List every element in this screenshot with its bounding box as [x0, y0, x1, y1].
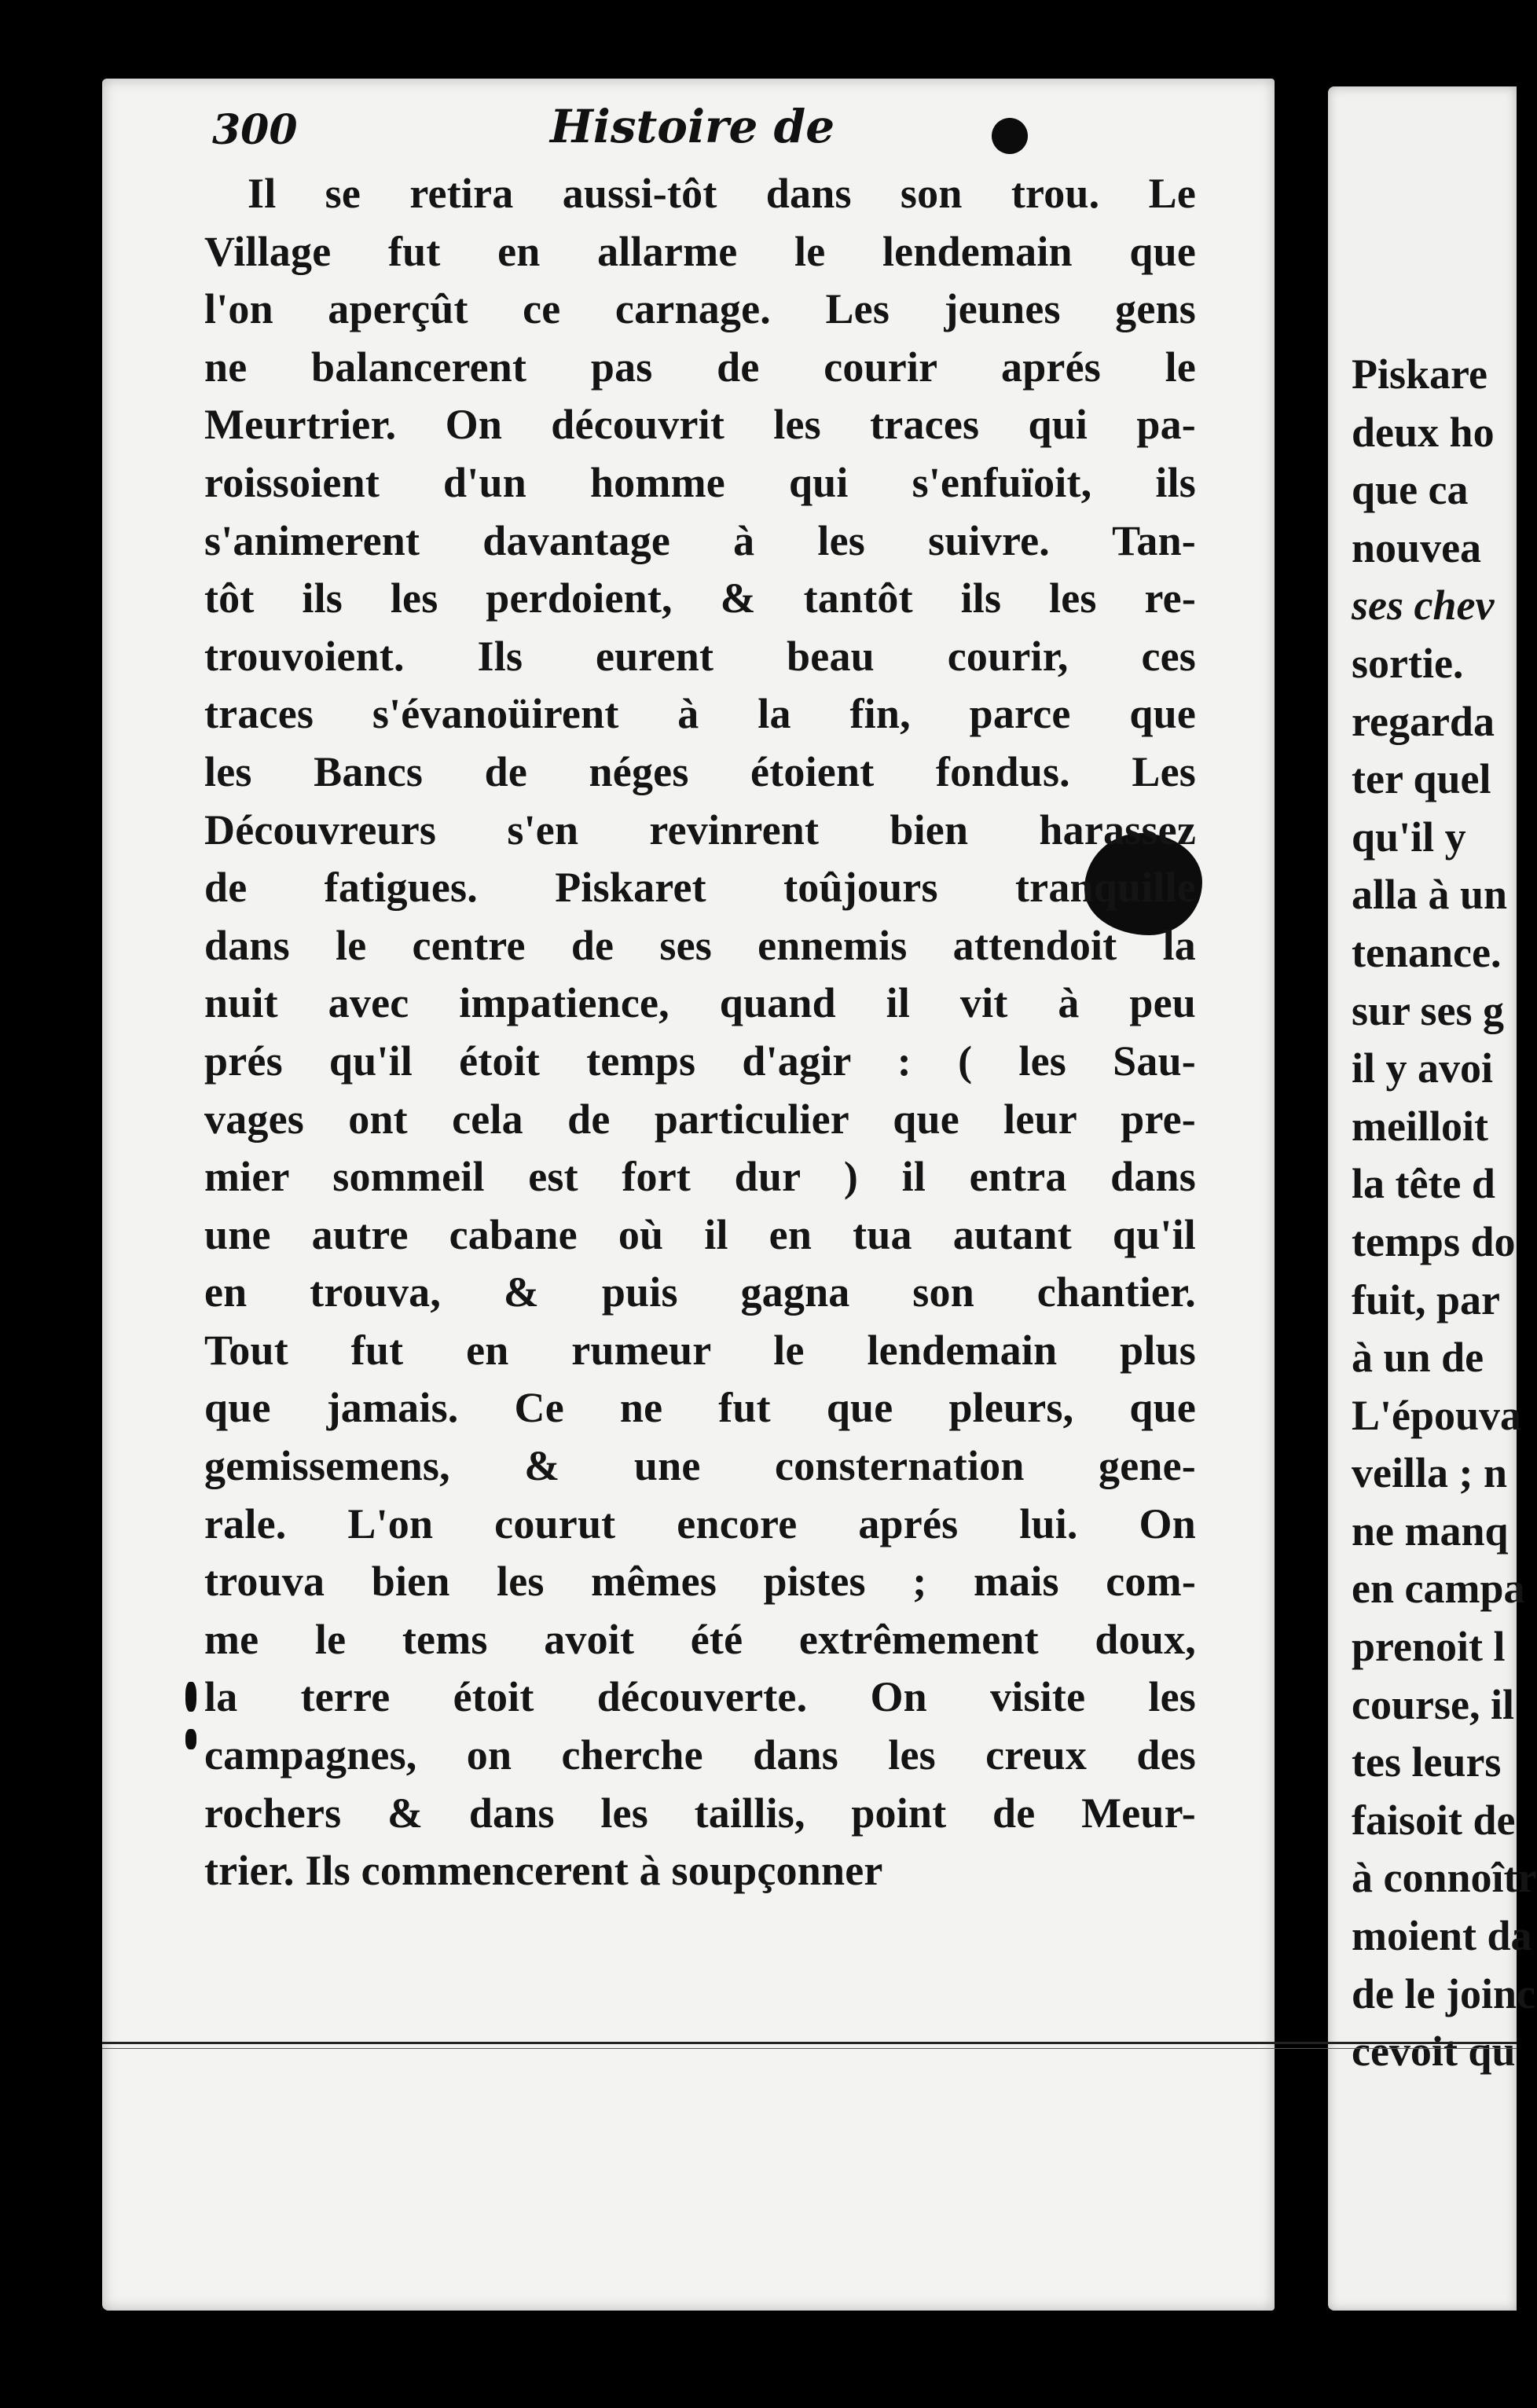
text-line: Il se retira aussi-tôt dans son trou. Le	[248, 170, 1196, 217]
facing-text-line: alla à un	[1352, 871, 1508, 919]
facing-text-line: L'épouva	[1352, 1391, 1522, 1439]
text-line: dans le centre de ses ennemis attendoit la	[204, 921, 1196, 969]
running-head	[0, 100, 1501, 169]
text-line: les Bancs de néges étoient fondus. Les	[204, 747, 1196, 795]
text-line: l'on aperçût ce carnage. Les jeunes gens	[204, 285, 1196, 333]
page-number: 300	[212, 106, 298, 154]
facing-text-line: à connoîtr	[1352, 1854, 1537, 1902]
facing-text-line: ter quel	[1352, 755, 1491, 803]
text-line: que jamais. Ce ne fut que pleurs, que	[204, 1384, 1196, 1432]
facing-text-line: de le joinc	[1352, 1969, 1535, 2017]
text-line: la terre étoit découverte. On visite les	[204, 1673, 1196, 1721]
text-line: rale. L'on courut encore aprés lui. On	[204, 1499, 1196, 1547]
margin-ink-mark	[185, 1729, 196, 1749]
text-line: s'animerent davantage à les suivre. Tan-	[204, 516, 1196, 564]
facing-text-line: ne manq	[1352, 1507, 1509, 1555]
text-line: rochers & dans les taillis, point de Meur-	[204, 1789, 1196, 1837]
text-line: prés qu'il étoit temps d'agir : ( les Sau-	[204, 1037, 1196, 1085]
text-line: trouva bien les mêmes pistes ; mais com-	[204, 1558, 1196, 1606]
facing-text-line: moient da	[1352, 1912, 1532, 1960]
body-text	[204, 165, 1196, 1900]
facing-text-line: temps do	[1352, 1217, 1516, 1265]
text-line: campagnes, on cherche dans les creux des	[204, 1731, 1196, 1779]
facing-text-line: qu'il y	[1352, 813, 1466, 861]
facing-text-line: course, il	[1352, 1680, 1514, 1728]
text-line: mier sommeil est fort dur ) il entra dans	[204, 1153, 1196, 1201]
right-facing-page	[1328, 86, 1537, 2311]
facing-text-line: la tête d	[1352, 1160, 1495, 1208]
facing-text-line: cevoit qu	[1352, 2028, 1516, 2076]
facing-text-line: à un de	[1352, 1334, 1484, 1382]
text-line: une autre cabane où il en tua autant qu'il	[204, 1210, 1196, 1258]
text-line: de fatigues. Piskaret toûjours tranquille	[204, 864, 1196, 912]
facing-text-line: faisoit de	[1352, 1796, 1516, 1844]
text-line: tôt ils les perdoient, & tantôt ils les re-	[204, 574, 1196, 622]
text-line: Tout fut en rumeur le lendemain plus	[204, 1326, 1196, 1374]
facing-text-line: sortie.	[1352, 639, 1464, 687]
facing-text-line: tes leurs	[1352, 1738, 1502, 1786]
facing-text-line: regarda	[1352, 697, 1495, 745]
running-title: Histoire de	[550, 100, 835, 153]
text-line: vages ont cela de particulier que leur pre-	[204, 1095, 1196, 1143]
facing-text-line: prenoit l	[1352, 1623, 1506, 1671]
facing-text-line: deux ho	[1352, 408, 1495, 456]
facing-text-line: nouvea	[1352, 523, 1482, 571]
facing-text-line: il y avoi	[1352, 1044, 1494, 1092]
text-line: Découvreurs s'en revinrent bien harassez	[204, 806, 1196, 853]
text-line: nuit avec impatience, quand il vit à peu	[204, 979, 1196, 1027]
text-line: traces s'évanoüirent à la fin, parce que	[204, 690, 1196, 738]
text-line: trier. Ils commencerent à soupçonner	[204, 1847, 883, 1895]
facing-text-line: tenance.	[1352, 928, 1502, 976]
text-line: Meurtrier. On découvrit les traces qui pa-	[204, 401, 1196, 449]
facing-text-line: meilloit	[1352, 1102, 1488, 1150]
facing-text-line: en campa	[1352, 1565, 1525, 1613]
facing-text-line: veilla ; n	[1352, 1449, 1507, 1497]
text-line: ne balancerent pas de courir aprés le	[204, 343, 1196, 391]
facing-page-text	[1352, 346, 1537, 2081]
horizontal-rule	[102, 2048, 1517, 2049]
text-line: gemissemens, & une consternation gene-	[204, 1442, 1196, 1490]
facing-text-line: fuit, par	[1352, 1276, 1500, 1323]
text-line: trouvoient. Ils eurent beau courir, ces	[204, 632, 1196, 680]
horizontal-rule	[102, 2042, 1517, 2044]
text-line: Village fut en allarme le lendemain que	[204, 227, 1196, 275]
facing-text-line: ses chev	[1352, 582, 1495, 630]
text-line: en trouva, & puis gagna son chantier.	[204, 1268, 1196, 1316]
facing-text-line: Piskare	[1352, 351, 1487, 398]
margin-ink-mark	[185, 1682, 196, 1712]
facing-text-line: que ca	[1352, 466, 1469, 514]
facing-text-line: sur ses g	[1352, 986, 1505, 1034]
text-line: me le tems avoit été extrêmement doux,	[204, 1615, 1196, 1663]
text-line: roissoient d'un homme qui s'enfuïoit, ils	[204, 458, 1196, 506]
